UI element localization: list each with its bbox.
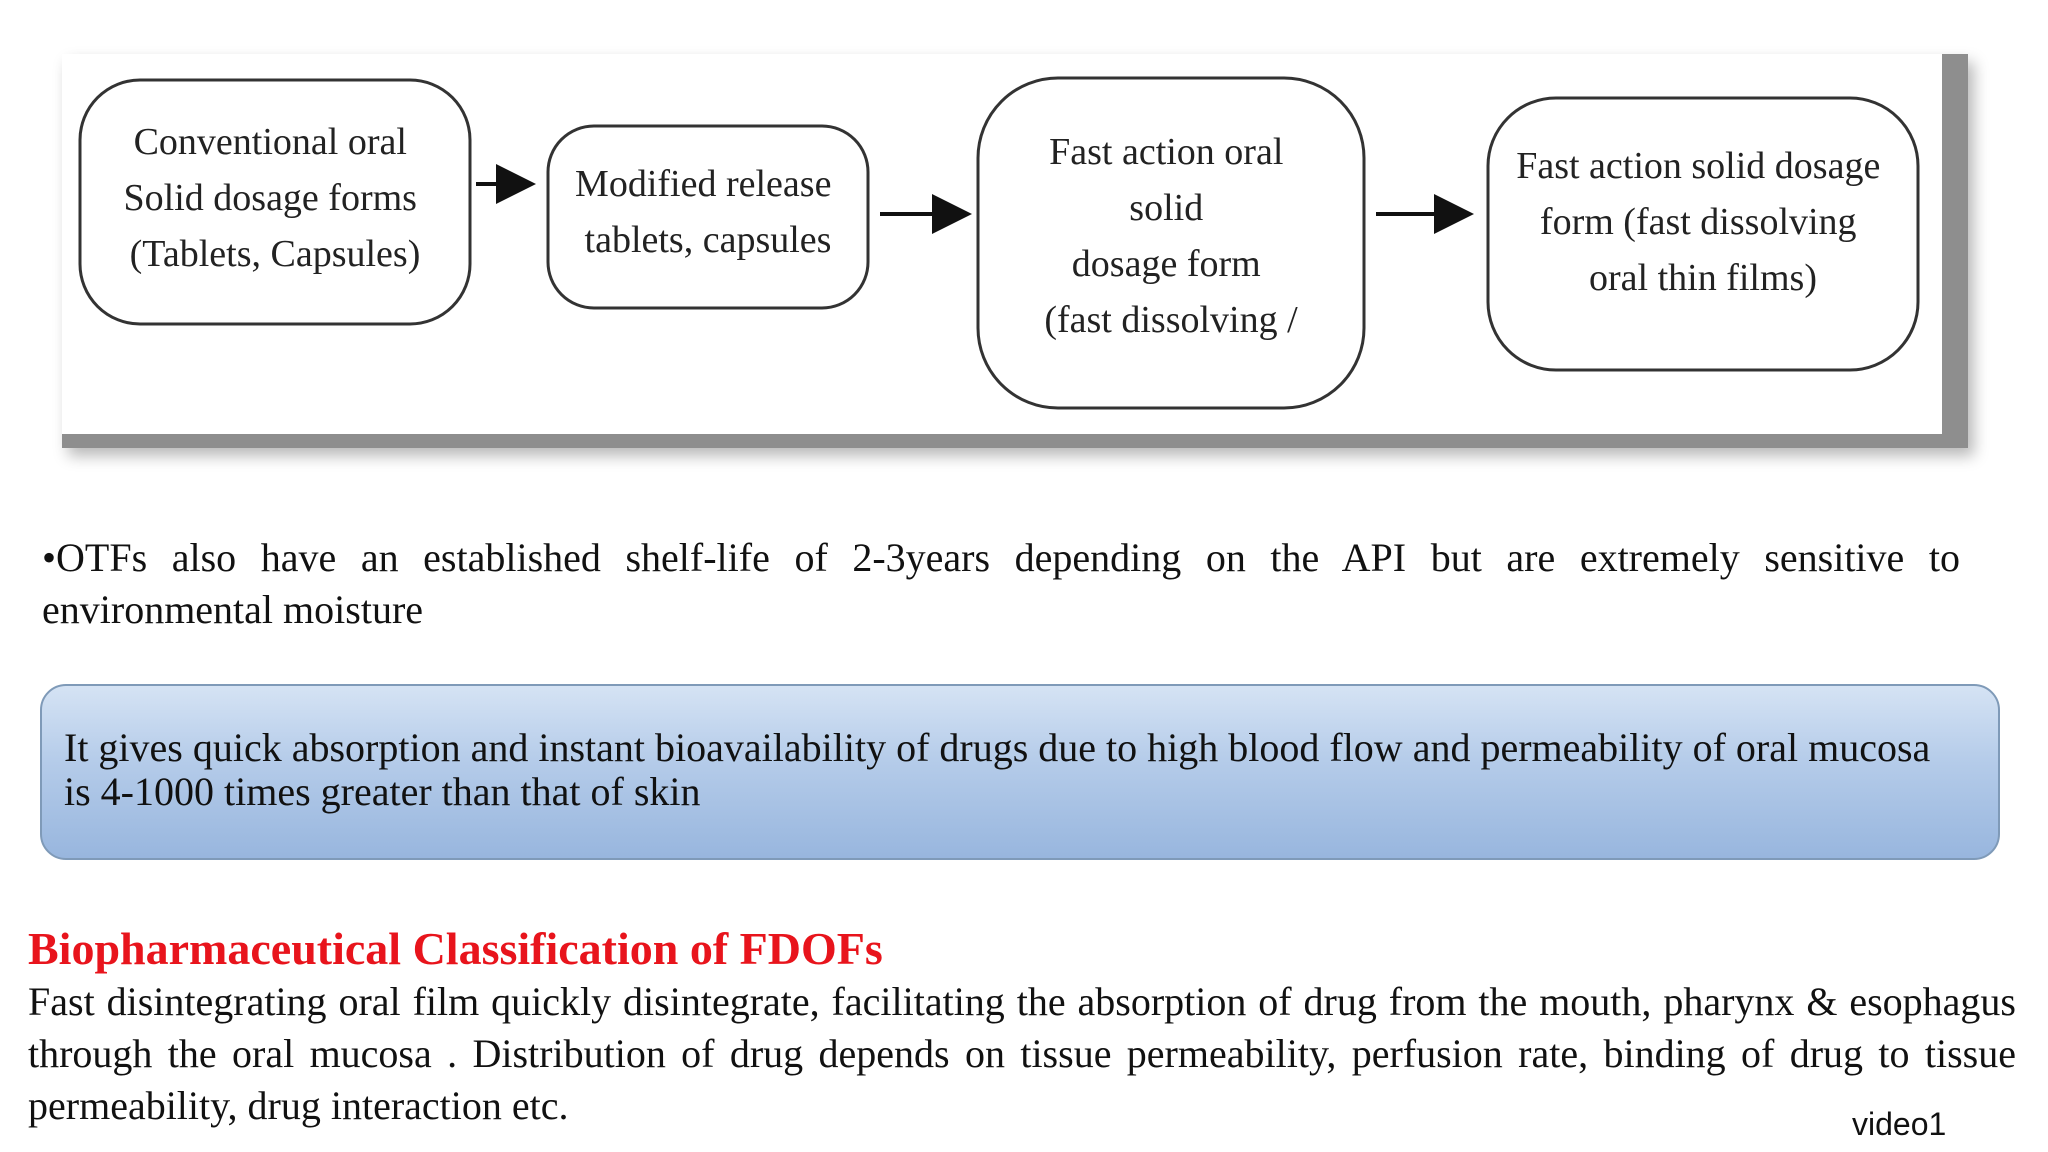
flow-node-thin-films-label: Fast action solid dosage form (fast dissolving oral thin films) xyxy=(1516,145,1881,299)
flow-node-conventional-label: Conventional oral Solid dosage forms (Tablets, Capsules) xyxy=(123,121,421,275)
flow-diagram-figure xyxy=(62,54,1968,448)
shelf-life-bullet: •OTFs also have an established shelf-life of 2-3years depending on the API but are extremely sensitive to environmental moisture xyxy=(42,535,1960,632)
body-paragraph: Fast disintegrating oral film quickly disintegrate, facilitating the absorption of drug from the mouth, pharynx & esophagus through the oral mucosa . Distribution of drug depends on tissue permeability, perfusion rate, binding of drug to tissue permeability, drug interaction etc. xyxy=(28,979,2016,1128)
flow-node-fast-action-label: Fast action oral solid dosage form (fast dissolving / xyxy=(1044,131,1298,341)
absorption-highlight-box xyxy=(40,684,2000,860)
flow-diagram xyxy=(62,54,1942,434)
flow-node-modified-label: Modified release tablets, capsules xyxy=(575,163,832,261)
absorption-highlight-text: It gives quick absorption and instant bioavailability of drugs due to high blood flow and permeability of oral mucosa is 4-1000 times greater than that of skin xyxy=(64,725,1931,814)
video-label: video1 xyxy=(1852,1106,1947,1142)
section-heading: Biopharmaceutical Classification of FDOFs xyxy=(28,923,883,974)
flow-node-modified-box xyxy=(548,126,868,308)
